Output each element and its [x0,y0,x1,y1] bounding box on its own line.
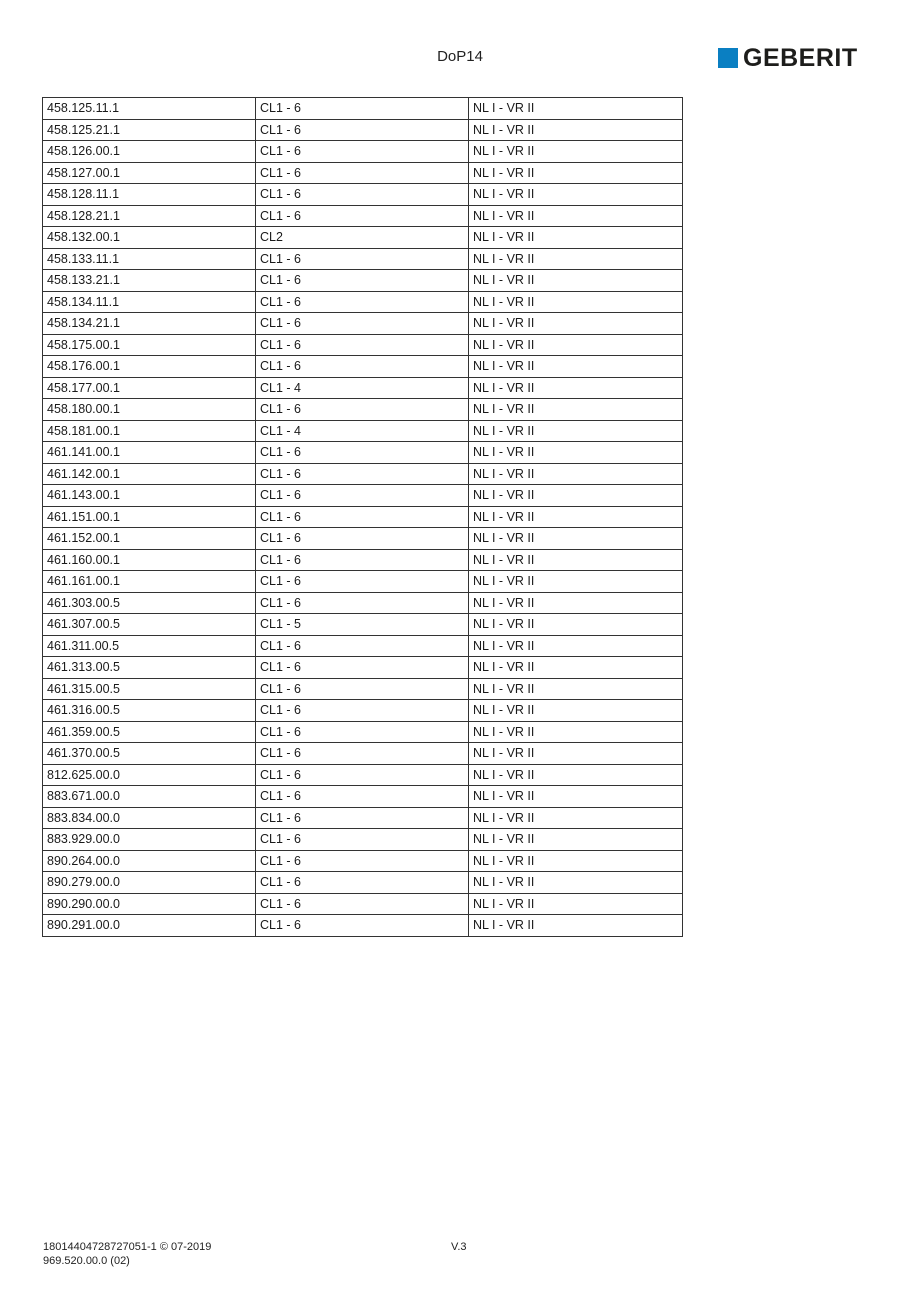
article-number-cell: 461.151.00.1 [43,506,256,528]
class-cell: CL1 - 6 [256,657,469,679]
table-row [43,442,683,464]
class-cell: CL1 - 6 [256,119,469,141]
table-row [43,786,683,808]
table-row [43,227,683,249]
article-number-cell: 458.128.21.1 [43,205,256,227]
rating-cell: NL I - VR II [469,893,683,915]
class-cell: CL1 - 6 [256,807,469,829]
class-cell: CL1 - 6 [256,635,469,657]
class-cell: CL1 - 6 [256,205,469,227]
article-number-cell: 461.141.00.1 [43,442,256,464]
article-number-cell: 890.279.00.0 [43,872,256,894]
rating-cell: NL I - VR II [469,184,683,206]
rating-cell: NL I - VR II [469,270,683,292]
table-row [43,764,683,786]
table-row [43,98,683,120]
article-number-cell: 883.929.00.0 [43,829,256,851]
article-number-cell: 883.834.00.0 [43,807,256,829]
article-number-cell: 890.291.00.0 [43,915,256,937]
class-cell: CL1 - 6 [256,915,469,937]
class-cell: CL1 - 6 [256,850,469,872]
table-row [43,872,683,894]
article-number-cell: 458.133.11.1 [43,248,256,270]
class-cell: CL1 - 5 [256,614,469,636]
table-row [43,119,683,141]
class-cell: CL1 - 6 [256,764,469,786]
article-number-cell: 461.161.00.1 [43,571,256,593]
table-row [43,592,683,614]
rating-cell: NL I - VR II [469,227,683,249]
footer-part-number: 969.520.00.0 (02) [43,1255,130,1267]
table-row [43,485,683,507]
table-row [43,893,683,915]
rating-cell: NL I - VR II [469,764,683,786]
rating-cell: NL I - VR II [469,356,683,378]
rating-cell: NL I - VR II [469,377,683,399]
rating-cell: NL I - VR II [469,915,683,937]
rating-cell: NL I - VR II [469,420,683,442]
article-number-cell: 458.125.21.1 [43,119,256,141]
article-number-cell: 458.175.00.1 [43,334,256,356]
table-row [43,506,683,528]
class-cell: CL2 [256,227,469,249]
article-number-cell: 461.160.00.1 [43,549,256,571]
rating-cell: NL I - VR II [469,334,683,356]
table-row [43,334,683,356]
table-row [43,549,683,571]
article-number-cell: 458.132.00.1 [43,227,256,249]
article-number-cell: 458.126.00.1 [43,141,256,163]
table-row [43,528,683,550]
article-number-cell: 461.303.00.5 [43,592,256,614]
class-cell: CL1 - 6 [256,313,469,335]
class-cell: CL1 - 6 [256,184,469,206]
rating-cell: NL I - VR II [469,162,683,184]
table-row [43,463,683,485]
article-number-cell: 458.134.21.1 [43,313,256,335]
table-row [43,915,683,937]
rating-cell: NL I - VR II [469,807,683,829]
table-row [43,700,683,722]
rating-cell: NL I - VR II [469,700,683,722]
article-number-cell: 458.134.11.1 [43,291,256,313]
class-cell: CL1 - 6 [256,248,469,270]
article-number-cell: 461.316.00.5 [43,700,256,722]
table-row [43,270,683,292]
table-row [43,291,683,313]
article-number-cell: 458.180.00.1 [43,399,256,421]
table-row [43,313,683,335]
footer-document-info [43,1240,211,1268]
article-number-cell: 461.143.00.1 [43,485,256,507]
rating-cell: NL I - VR II [469,141,683,163]
logo-text: GEBERIT [743,44,858,72]
rating-cell: NL I - VR II [469,678,683,700]
table-row [43,399,683,421]
rating-cell: NL I - VR II [469,528,683,550]
table-row [43,657,683,679]
rating-cell: NL I - VR II [469,872,683,894]
table-row [43,721,683,743]
rating-cell: NL I - VR II [469,463,683,485]
class-cell: CL1 - 6 [256,893,469,915]
logo-square-icon [718,48,738,68]
article-number-cell: 458.128.11.1 [43,184,256,206]
article-number-cell: 461.307.00.5 [43,614,256,636]
rating-cell: NL I - VR II [469,635,683,657]
footer-version: V.3 [451,1241,467,1253]
article-number-cell: 458.177.00.1 [43,377,256,399]
rating-cell: NL I - VR II [469,786,683,808]
table-row [43,743,683,765]
article-number-cell: 458.133.21.1 [43,270,256,292]
class-cell: CL1 - 4 [256,377,469,399]
class-cell: CL1 - 6 [256,399,469,421]
article-number-cell: 461.313.00.5 [43,657,256,679]
class-cell: CL1 - 6 [256,141,469,163]
table-row [43,420,683,442]
article-number-cell: 458.125.11.1 [43,98,256,120]
class-cell: CL1 - 6 [256,506,469,528]
rating-cell: NL I - VR II [469,506,683,528]
table-row [43,205,683,227]
article-number-cell: 461.311.00.5 [43,635,256,657]
table-row [43,635,683,657]
article-number-cell: 461.359.00.5 [43,721,256,743]
product-table [42,97,683,937]
rating-cell: NL I - VR II [469,549,683,571]
class-cell: CL1 - 6 [256,528,469,550]
class-cell: CL1 - 6 [256,162,469,184]
table-row [43,807,683,829]
article-number-cell: 458.176.00.1 [43,356,256,378]
table-row [43,141,683,163]
class-cell: CL1 - 6 [256,786,469,808]
rating-cell: NL I - VR II [469,291,683,313]
article-number-cell: 890.264.00.0 [43,850,256,872]
rating-cell: NL I - VR II [469,571,683,593]
class-cell: CL1 - 4 [256,420,469,442]
class-cell: CL1 - 6 [256,743,469,765]
class-cell: CL1 - 6 [256,98,469,120]
table-row [43,829,683,851]
footer-doc-id: 18014404728727051-1 © 07-2019 [43,1241,212,1253]
article-number-cell: 812.625.00.0 [43,764,256,786]
class-cell: CL1 - 6 [256,700,469,722]
article-number-cell: 883.671.00.0 [43,786,256,808]
rating-cell: NL I - VR II [469,721,683,743]
class-cell: CL1 - 6 [256,334,469,356]
rating-cell: NL I - VR II [469,98,683,120]
class-cell: CL1 - 6 [256,549,469,571]
rating-cell: NL I - VR II [469,614,683,636]
class-cell: CL1 - 6 [256,678,469,700]
class-cell: CL1 - 6 [256,571,469,593]
article-number-cell: 461.152.00.1 [43,528,256,550]
class-cell: CL1 - 6 [256,270,469,292]
geberit-logo [718,45,858,71]
class-cell: CL1 - 6 [256,442,469,464]
table-row [43,678,683,700]
table-row [43,356,683,378]
rating-cell: NL I - VR II [469,205,683,227]
rating-cell: NL I - VR II [469,829,683,851]
rating-cell: NL I - VR II [469,442,683,464]
class-cell: CL1 - 6 [256,463,469,485]
table-row [43,162,683,184]
rating-cell: NL I - VR II [469,592,683,614]
rating-cell: NL I - VR II [469,657,683,679]
class-cell: CL1 - 6 [256,721,469,743]
article-number-cell: 890.290.00.0 [43,893,256,915]
article-number-cell: 458.181.00.1 [43,420,256,442]
rating-cell: NL I - VR II [469,119,683,141]
class-cell: CL1 - 6 [256,291,469,313]
page-title: DoP14 [437,48,483,65]
rating-cell: NL I - VR II [469,485,683,507]
article-number-cell: 458.127.00.1 [43,162,256,184]
table-row [43,571,683,593]
table-row [43,248,683,270]
class-cell: CL1 - 6 [256,356,469,378]
class-cell: CL1 - 6 [256,592,469,614]
table-row [43,377,683,399]
class-cell: CL1 - 6 [256,829,469,851]
rating-cell: NL I - VR II [469,248,683,270]
class-cell: CL1 - 6 [256,485,469,507]
article-number-cell: 461.315.00.5 [43,678,256,700]
rating-cell: NL I - VR II [469,313,683,335]
article-number-cell: 461.370.00.5 [43,743,256,765]
table-row [43,850,683,872]
table-row [43,614,683,636]
rating-cell: NL I - VR II [469,743,683,765]
rating-cell: NL I - VR II [469,850,683,872]
class-cell: CL1 - 6 [256,872,469,894]
rating-cell: NL I - VR II [469,399,683,421]
table-row [43,184,683,206]
product-table-body [43,98,683,937]
article-number-cell: 461.142.00.1 [43,463,256,485]
